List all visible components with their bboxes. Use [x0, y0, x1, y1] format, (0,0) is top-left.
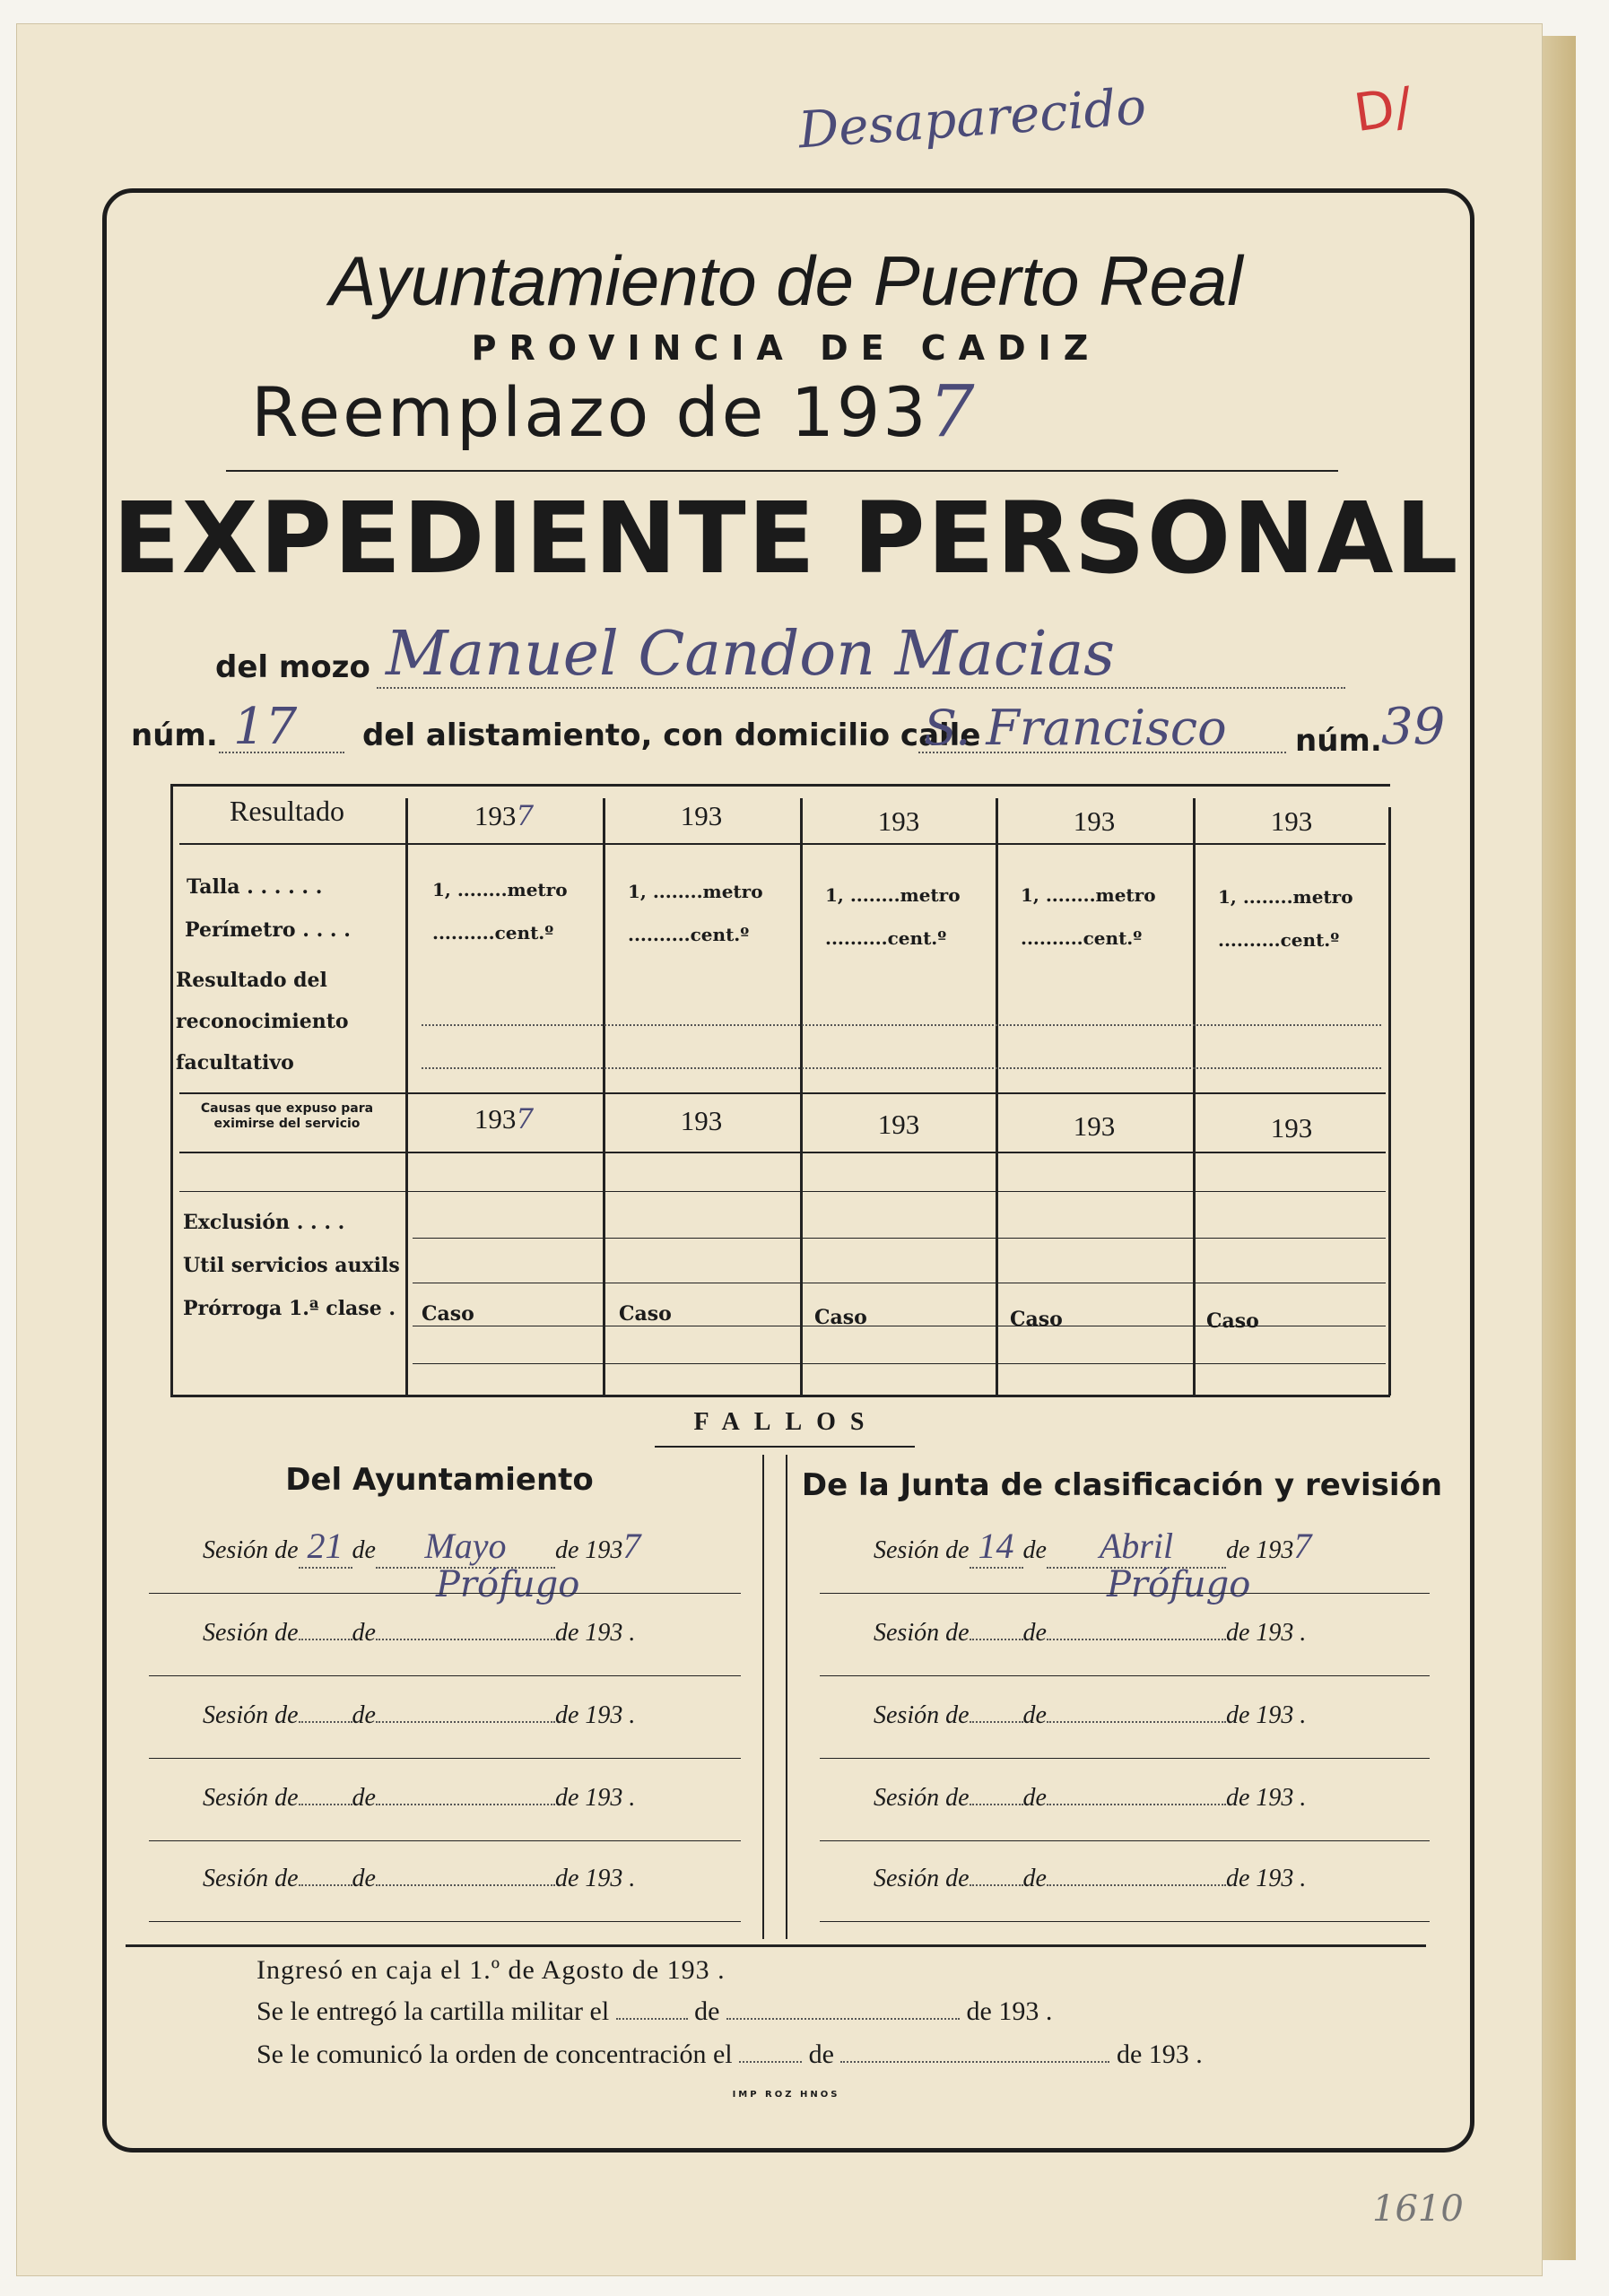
- header-rule: [226, 470, 1338, 472]
- session-rule: [149, 1840, 741, 1841]
- session-prefix: Sesión de: [203, 1701, 299, 1729]
- table2-row-rule: [179, 1191, 1386, 1192]
- session-rule: [149, 1758, 741, 1759]
- session-year-digit: 7: [1293, 1526, 1312, 1566]
- caso-cell: Caso: [814, 1306, 867, 1329]
- session-prefix: Sesión de: [203, 1619, 299, 1647]
- session-rule: [820, 1675, 1430, 1676]
- year-digit: 7: [516, 1103, 535, 1135]
- session-day: [970, 1884, 1023, 1886]
- mozo-label: del mozo: [215, 649, 370, 685]
- table2-year-3: 193: [877, 1109, 920, 1140]
- cent-cell: ..........cent.º: [1021, 927, 1143, 949]
- footer-concentracion-line: [257, 2039, 1203, 2070]
- street-value: S. Francisco: [924, 700, 1227, 756]
- session-de: de: [352, 1865, 376, 1892]
- reconocimiento-dotted-line: [422, 1067, 1381, 1069]
- table-col-divider: [996, 798, 998, 1395]
- junta-heading: De la Junta de clasificación y revisión: [801, 1467, 1443, 1503]
- session-row: [874, 1853, 1430, 1895]
- session-prefix: Sesión de: [874, 1536, 970, 1564]
- metro-cell: 1, ........metro: [825, 884, 961, 906]
- reconocimiento-dotted-line: [422, 1024, 1381, 1026]
- session-de: de: [1022, 1536, 1047, 1564]
- table2-year-1: [410, 1103, 598, 1135]
- table1-year-4: 193: [1073, 805, 1116, 837]
- session-rule: [820, 1840, 1430, 1841]
- table1-year-3: 193: [877, 805, 920, 837]
- handwritten-top-note: Desaparecido: [796, 77, 1148, 161]
- caso-cell: Caso: [619, 1302, 672, 1326]
- table1-year-5: 193: [1270, 805, 1313, 837]
- table-right-edge: [1388, 807, 1391, 1396]
- session-row: [203, 1853, 741, 1895]
- year-digit: 7: [516, 800, 535, 832]
- num-label: núm.: [131, 718, 218, 753]
- caso-cell: Caso: [422, 1302, 474, 1326]
- session-note: Prófugo: [1107, 1564, 1251, 1605]
- concentracion-de: de: [808, 2039, 834, 2069]
- session-row: [874, 1690, 1430, 1732]
- session-year: de 193 .: [554, 1619, 636, 1647]
- table-col-divider: [800, 798, 803, 1395]
- table1-header-rule: [179, 843, 1386, 845]
- table1-bottom-rule: [179, 1092, 1386, 1094]
- session-month: [1047, 1721, 1226, 1723]
- mozo-name: Manuel Candon Macias: [386, 619, 1116, 690]
- fallos-divider: [786, 1455, 787, 1939]
- session-month: [376, 1639, 555, 1640]
- cartilla-de: de: [694, 1996, 720, 2026]
- table1-header-label: Resultado: [230, 795, 344, 827]
- year-prefix: 193: [474, 800, 517, 831]
- metro-cell: 1, ........metro: [432, 879, 568, 900]
- cartilla-text: Se le entregó la cartilla militar el: [257, 1996, 610, 2026]
- session-prefix: Sesión de: [874, 1619, 970, 1647]
- row-perimetro: Perímetro . . . .: [185, 918, 351, 942]
- table-left-edge: [170, 784, 173, 1396]
- session-row: [203, 1690, 741, 1732]
- session-month: [1047, 1884, 1226, 1886]
- ayuntamiento-heading: Del Ayuntamiento: [285, 1462, 594, 1498]
- session-year-digit: 7: [622, 1526, 641, 1566]
- name-underline: [377, 687, 1345, 689]
- session-rule: [820, 1758, 1430, 1759]
- row-exclusion: Exclusión . . . .: [183, 1211, 345, 1234]
- table1-year-1: [410, 800, 598, 832]
- session-row: [203, 1772, 741, 1814]
- reemplazo-label: Reemplazo de 193: [251, 372, 929, 452]
- printer-mark: IMP ROZ HNOS: [732, 2090, 840, 2100]
- session-day: [299, 1639, 352, 1640]
- table1-year-2: 193: [680, 800, 723, 831]
- session-rule: [149, 1921, 741, 1922]
- session-day: 21: [299, 1525, 352, 1569]
- fallos-title: FALLOS: [693, 1408, 879, 1436]
- table2-row-rule: [413, 1363, 1386, 1364]
- session-note: Prófugo: [436, 1564, 580, 1605]
- caso-cell: Caso: [1206, 1309, 1259, 1333]
- session-day: [970, 1804, 1023, 1805]
- stacked-pages-edge: [1541, 36, 1576, 2260]
- table2-bottom-rule: [170, 1395, 1390, 1397]
- session-prefix: Sesión de: [203, 1784, 299, 1812]
- cent-cell: ..........cent.º: [825, 927, 947, 949]
- street-underline: [918, 752, 1286, 753]
- concentracion-year: de 193 .: [1116, 2039, 1203, 2069]
- session-de: de: [1022, 1701, 1047, 1729]
- session-de: de: [1022, 1619, 1047, 1647]
- session-month: Abril: [1047, 1525, 1226, 1569]
- session-year: de 193: [554, 1536, 623, 1564]
- session-row: [874, 1772, 1430, 1814]
- session-prefix: Sesión de: [203, 1536, 299, 1564]
- row-reconocimiento: Resultado del reconocimiento facultativo: [176, 969, 349, 1074]
- num-value: 17: [233, 698, 298, 756]
- session-row: [203, 1607, 741, 1649]
- table-col-divider: [1193, 798, 1196, 1395]
- session-row: [874, 1525, 1430, 1569]
- table2-header-rule: [179, 1152, 1386, 1153]
- fallos-title-rule: [655, 1446, 915, 1448]
- session-day: [299, 1721, 352, 1723]
- session-rule: [820, 1921, 1430, 1922]
- session-year: de 193: [1225, 1536, 1294, 1564]
- session-de: de: [352, 1619, 376, 1647]
- table2-year-5: 193: [1270, 1112, 1313, 1144]
- table2-year-4: 193: [1073, 1110, 1116, 1142]
- session-day: [299, 1804, 352, 1805]
- session-day: [299, 1884, 352, 1886]
- reemplazo-line: [251, 370, 978, 453]
- row-prorroga: Prórroga 1.ª clase .: [183, 1297, 396, 1320]
- session-rule: [820, 1593, 1430, 1594]
- session-de: de: [352, 1701, 376, 1729]
- session-prefix: Sesión de: [874, 1784, 970, 1812]
- house-num-value: 39: [1381, 698, 1446, 756]
- session-de: de: [352, 1784, 376, 1812]
- session-day: 14: [970, 1525, 1023, 1569]
- session-year: de 193 .: [554, 1865, 636, 1892]
- session-year: de 193 .: [554, 1701, 636, 1729]
- page-number-pencil: 1610: [1372, 2188, 1464, 2230]
- session-year: de 193 .: [1225, 1865, 1307, 1892]
- session-de: de: [1022, 1784, 1047, 1812]
- municipality-title: Ayuntamiento de Puerto Real: [329, 241, 1243, 320]
- session-month: [1047, 1639, 1226, 1640]
- footer-caja-line: Ingresó en caja el 1.º de Agosto de 193 .: [257, 1955, 726, 1985]
- province-line: PROVINCIA DE CADIZ: [471, 328, 1101, 368]
- concentracion-text: Se le comunicó la orden de concentración el: [257, 2039, 733, 2069]
- session-row: [203, 1525, 741, 1569]
- table1-top-rule: [170, 784, 1390, 787]
- session-year: de 193 .: [1225, 1784, 1307, 1812]
- session-month: Mayo: [376, 1525, 555, 1569]
- footer-top-rule: [126, 1944, 1426, 1947]
- house-num-label: núm.: [1295, 723, 1382, 759]
- cent-cell: ..........cent.º: [432, 922, 554, 944]
- reemplazo-year-digit: 7: [928, 370, 978, 453]
- year-prefix: 193: [474, 1103, 517, 1135]
- cent-cell: ..........cent.º: [1218, 929, 1340, 951]
- session-rule: [149, 1593, 741, 1594]
- red-corner-mark: D/: [1350, 74, 1416, 144]
- session-month: [376, 1884, 555, 1886]
- table-col-divider: [603, 798, 605, 1395]
- session-de: de: [352, 1536, 376, 1564]
- row-talla: Talla . . . . . .: [187, 875, 323, 899]
- session-month: [1047, 1804, 1226, 1805]
- fallos-divider: [762, 1455, 764, 1939]
- table2-header-label: Causas que expuso para eximirse del servicio: [200, 1101, 374, 1131]
- session-row: [874, 1607, 1430, 1649]
- session-year: de 193 .: [554, 1784, 636, 1812]
- session-prefix: Sesión de: [874, 1865, 970, 1892]
- session-month: [376, 1804, 555, 1805]
- session-rule: [149, 1675, 741, 1676]
- table2-year-2: 193: [680, 1105, 723, 1136]
- table-col-divider: [405, 798, 408, 1395]
- session-day: [970, 1639, 1023, 1640]
- session-day: [970, 1721, 1023, 1723]
- footer-cartilla-line: [257, 1996, 1052, 2027]
- session-prefix: Sesión de: [874, 1701, 970, 1729]
- cent-cell: ..........cent.º: [628, 924, 750, 945]
- session-year: de 193 .: [1225, 1701, 1307, 1729]
- cartilla-year: de 193 .: [966, 1996, 1053, 2026]
- document-title: EXPEDIENTE PERSONAL: [112, 481, 1460, 596]
- session-year: de 193 .: [1225, 1619, 1307, 1647]
- table2-row-rule: [413, 1238, 1386, 1239]
- row-util-servicios: Util servicios auxils: [183, 1254, 400, 1277]
- metro-cell: 1, ........metro: [628, 881, 763, 902]
- num-underline: [219, 752, 344, 753]
- caso-cell: Caso: [1010, 1308, 1063, 1331]
- metro-cell: 1, ........metro: [1021, 884, 1156, 906]
- alistamiento-label: del alistamiento, con domicilio calle: [362, 718, 981, 753]
- session-month: [376, 1721, 555, 1723]
- session-de: de: [1022, 1865, 1047, 1892]
- session-prefix: Sesión de: [203, 1865, 299, 1892]
- metro-cell: 1, ........metro: [1218, 886, 1353, 908]
